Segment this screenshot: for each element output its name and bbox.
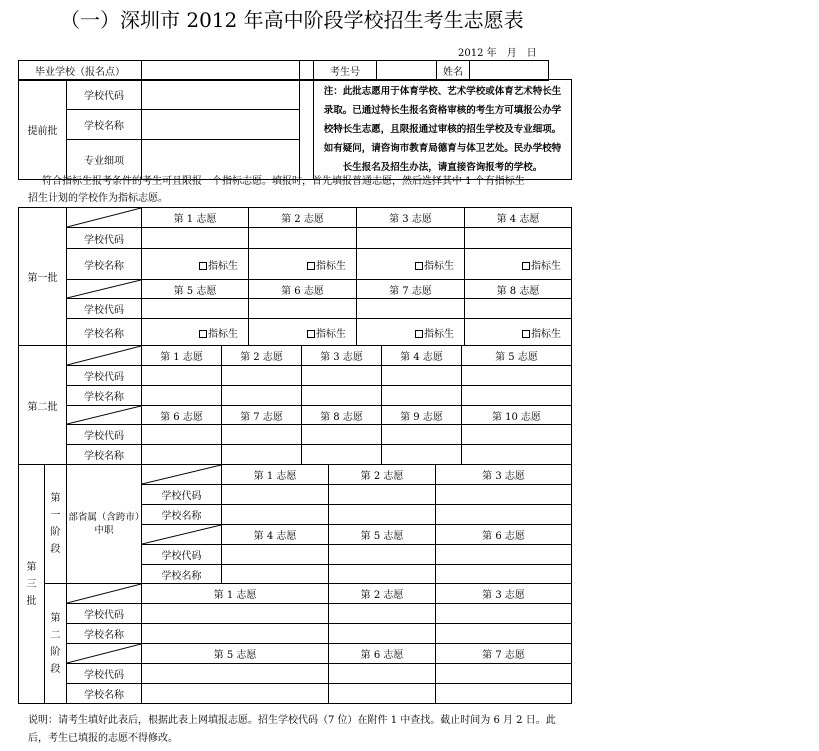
stage1-code-label: 学校代码 (142, 485, 222, 505)
code-field[interactable] (329, 485, 436, 505)
code-field[interactable] (382, 425, 462, 445)
code-field[interactable] (142, 299, 249, 319)
batch1-code-label: 学校代码 (67, 299, 142, 319)
quota-checkbox[interactable] (142, 249, 249, 280)
quota-checkbox[interactable] (465, 249, 572, 280)
batch1-choice-6: 第 6 志愿 (249, 280, 357, 299)
batch2-table (18, 345, 572, 465)
batch1-choice-8: 第 8 志愿 (465, 280, 572, 299)
diagonal-cell (142, 525, 222, 545)
stage2-label: 第 二 阶 段 (45, 584, 67, 704)
name-field[interactable] (329, 565, 436, 584)
exam-no-field[interactable] (377, 61, 437, 81)
stage2-choice-1: 第 1 志愿 (142, 584, 329, 604)
checkbox-icon[interactable] (522, 262, 530, 270)
code-field[interactable] (302, 366, 382, 386)
code-field[interactable] (462, 425, 572, 445)
batch1-choice-4: 第 4 志愿 (465, 208, 572, 228)
batch2-choice-4: 第 4 志愿 (382, 346, 462, 366)
diagonal-cell (67, 208, 142, 228)
name-field[interactable] (470, 61, 549, 81)
quota-checkbox[interactable] (142, 319, 249, 346)
stage2-choice-5: 第 5 志愿 (142, 644, 329, 664)
name-field[interactable] (382, 445, 462, 465)
batch2-name-label: 学校名称 (67, 445, 142, 465)
batch1-choice-5: 第 5 志愿 (142, 280, 249, 299)
stage2-name-label: 学校名称 (67, 624, 142, 644)
code-field[interactable] (142, 604, 329, 624)
checkbox-icon[interactable] (415, 262, 423, 270)
batch1-code-label: 学校代码 (67, 228, 142, 249)
quota-label: 指标生 (208, 328, 238, 340)
quota-label: 指标生 (208, 260, 238, 272)
footer-note-1: 说明：请考生填好此表后，根据此表上网填报志愿。招生学校代码（7 位）在附件 1 中查找。截止时间为 6 月 2 日。此 (28, 715, 556, 726)
code-field[interactable] (357, 299, 465, 319)
early-name-label: 学校名称 (67, 109, 142, 140)
checkbox-icon[interactable] (415, 330, 423, 338)
name-field[interactable] (436, 624, 572, 644)
stage2-choice-3: 第 3 志愿 (436, 584, 572, 604)
code-field[interactable] (462, 366, 572, 386)
stage1-choice-3: 第 3 志愿 (436, 465, 572, 485)
code-field[interactable] (142, 366, 222, 386)
batch1-name-label: 学校名称 (67, 319, 142, 346)
code-field[interactable] (436, 485, 572, 505)
code-field[interactable] (329, 545, 436, 565)
stage1-name-label: 学校名称 (142, 505, 222, 525)
batch2-label: 第二批 (19, 346, 67, 465)
header-table (18, 60, 549, 81)
exam-no-label: 考生号 (314, 61, 377, 81)
code-field[interactable] (249, 228, 357, 249)
batch1-choice-7: 第 7 志愿 (357, 280, 465, 299)
stage1-sub: 部省属（含跨市）中职 (67, 465, 142, 584)
checkbox-icon[interactable] (522, 330, 530, 338)
code-field[interactable] (302, 425, 382, 445)
quota-checkbox[interactable] (465, 319, 572, 346)
batch1-label: 第一批 (19, 208, 67, 346)
code-field[interactable] (329, 664, 436, 684)
checkbox-icon[interactable] (307, 330, 315, 338)
name-field[interactable] (142, 445, 222, 465)
batch2-choice-7: 第 7 志愿 (222, 406, 302, 425)
stage1-code-label: 学校代码 (142, 545, 222, 565)
stage2-choice-6: 第 6 志愿 (329, 644, 436, 664)
name-field[interactable] (462, 445, 572, 465)
batch2-choice-2: 第 2 志愿 (222, 346, 302, 366)
stage1-label: 第 一 阶 段 (45, 465, 67, 584)
code-field[interactable] (436, 604, 572, 624)
batch2-code-label: 学校代码 (67, 425, 142, 445)
diagonal-cell (67, 584, 142, 604)
batch3-table (18, 464, 572, 704)
batch1-choice-3: 第 3 志愿 (357, 208, 465, 228)
footer-note-2: 后，考生已填报的志愿不得修改。 (28, 733, 178, 744)
name-field[interactable] (436, 684, 572, 704)
name-field[interactable] (142, 624, 329, 644)
early-batch-label: 提前批 (19, 80, 67, 180)
batch1-choice-2: 第 2 志愿 (249, 208, 357, 228)
stage1-choice-1: 第 1 志愿 (222, 465, 329, 485)
batch2-choice-1: 第 1 志愿 (142, 346, 222, 366)
name-field[interactable] (222, 565, 329, 584)
diagonal-cell (67, 644, 142, 664)
code-field[interactable] (465, 228, 572, 249)
code-field[interactable] (222, 425, 302, 445)
code-field[interactable] (142, 664, 329, 684)
code-field[interactable] (249, 299, 357, 319)
code-field[interactable] (222, 485, 329, 505)
name-field[interactable] (329, 505, 436, 525)
stage2-name-label: 学校名称 (67, 684, 142, 704)
stage2-code-label: 学校代码 (67, 604, 142, 624)
batch1-choice-1: 第 1 志愿 (142, 208, 249, 228)
school-field[interactable] (142, 61, 300, 81)
quota-label: 指标生 (424, 260, 454, 272)
batch2-choice-9: 第 9 志愿 (382, 406, 462, 425)
quota-checkbox[interactable] (249, 319, 357, 346)
name-field[interactable] (142, 684, 329, 704)
name-field[interactable] (222, 445, 302, 465)
page-title: （一）深圳市 2012 年高中阶段学校招生考生志愿表 (60, 8, 524, 32)
early-code-label: 学校代码 (67, 80, 142, 110)
checkbox-icon[interactable] (199, 262, 207, 270)
batch2-choice-3: 第 3 志愿 (302, 346, 382, 366)
batch2-code-label: 学校代码 (67, 366, 142, 386)
stage2-choice-7: 第 7 志愿 (436, 644, 572, 664)
checkbox-icon[interactable] (199, 330, 207, 338)
diagonal-cell (67, 280, 142, 299)
code-field[interactable] (382, 366, 462, 386)
blank-cell (300, 61, 314, 81)
mid-note-1: 符合指标生报考条件的考生可且限报一个指标志愿。填报时，首先填报普通志愿，然后选择其中 1 个有指标生 (42, 176, 525, 187)
quota-label: 指标生 (316, 260, 346, 272)
code-field[interactable] (222, 545, 329, 565)
name-field[interactable] (436, 565, 572, 584)
stage1-choice-2: 第 2 志愿 (329, 465, 436, 485)
batch2-choice-5: 第 5 志愿 (462, 346, 572, 366)
stage1-choice-5: 第 5 志愿 (329, 525, 436, 545)
name-field[interactable] (302, 445, 382, 465)
quota-checkbox[interactable] (357, 319, 465, 346)
stage1-name-label: 学校名称 (142, 565, 222, 584)
name-label: 姓名 (437, 61, 470, 81)
batch2-choice-6: 第 6 志愿 (142, 406, 222, 425)
batch2-choice-8: 第 8 志愿 (302, 406, 382, 425)
diagonal-cell (67, 406, 142, 425)
code-field[interactable] (142, 228, 249, 249)
code-field[interactable] (329, 604, 436, 624)
stage1-choice-6: 第 6 志愿 (436, 525, 572, 545)
early-major-label: 专业细项 (67, 140, 142, 180)
early-name-field[interactable] (142, 109, 300, 140)
quota-label: 指标生 (531, 260, 561, 272)
date-line: 2012 年 月 日 (458, 48, 537, 59)
batch1-name-label: 学校名称 (67, 249, 142, 280)
diagonal-cell (142, 465, 222, 485)
early-code-field[interactable] (142, 80, 300, 110)
early-batch-note: 注：此批志愿用于体育学校、艺术学校或体育艺术特长生录取。已通过特长生报名资格审核的考生方可填报公办学校特长生志愿，且限报通过审核的招生学校及专业细项。如有疑问，请咨询市教育局德育与体卫艺处。民办学校特长生报名及招生办法，请直接咨询报考的学校。 (314, 80, 572, 180)
name-field[interactable] (462, 386, 572, 406)
name-field[interactable] (382, 386, 462, 406)
name-field[interactable] (329, 684, 436, 704)
quota-label: 指标生 (531, 328, 561, 340)
blank-cell (300, 80, 314, 180)
stage2-choice-2: 第 2 志愿 (329, 584, 436, 604)
name-field[interactable] (222, 386, 302, 406)
name-field[interactable] (329, 624, 436, 644)
name-field[interactable] (436, 505, 572, 525)
mid-note-2: 招生计划的学校作为指标志愿。 (28, 193, 168, 204)
name-field[interactable] (142, 386, 222, 406)
early-batch-table (18, 79, 572, 180)
school-label: 毕业学校（报名点） (19, 61, 142, 81)
quota-checkbox[interactable] (357, 249, 465, 280)
code-field[interactable] (222, 366, 302, 386)
code-field[interactable] (436, 664, 572, 684)
diagonal-cell (67, 346, 142, 366)
code-field[interactable] (357, 228, 465, 249)
code-field[interactable] (142, 425, 222, 445)
batch3-label: 第 三 批 (19, 465, 45, 704)
stage2-code-label: 学校代码 (67, 664, 142, 684)
code-field[interactable] (465, 299, 572, 319)
checkbox-icon[interactable] (307, 262, 315, 270)
quota-label: 指标生 (424, 328, 454, 340)
name-field[interactable] (302, 386, 382, 406)
batch2-name-label: 学校名称 (67, 386, 142, 406)
batch2-choice-10: 第 10 志愿 (462, 406, 572, 425)
batch1-table (18, 207, 572, 346)
stage1-choice-4: 第 4 志愿 (222, 525, 329, 545)
code-field[interactable] (436, 545, 572, 565)
name-field[interactable] (222, 505, 329, 525)
quota-checkbox[interactable] (249, 249, 357, 280)
quota-label: 指标生 (316, 328, 346, 340)
